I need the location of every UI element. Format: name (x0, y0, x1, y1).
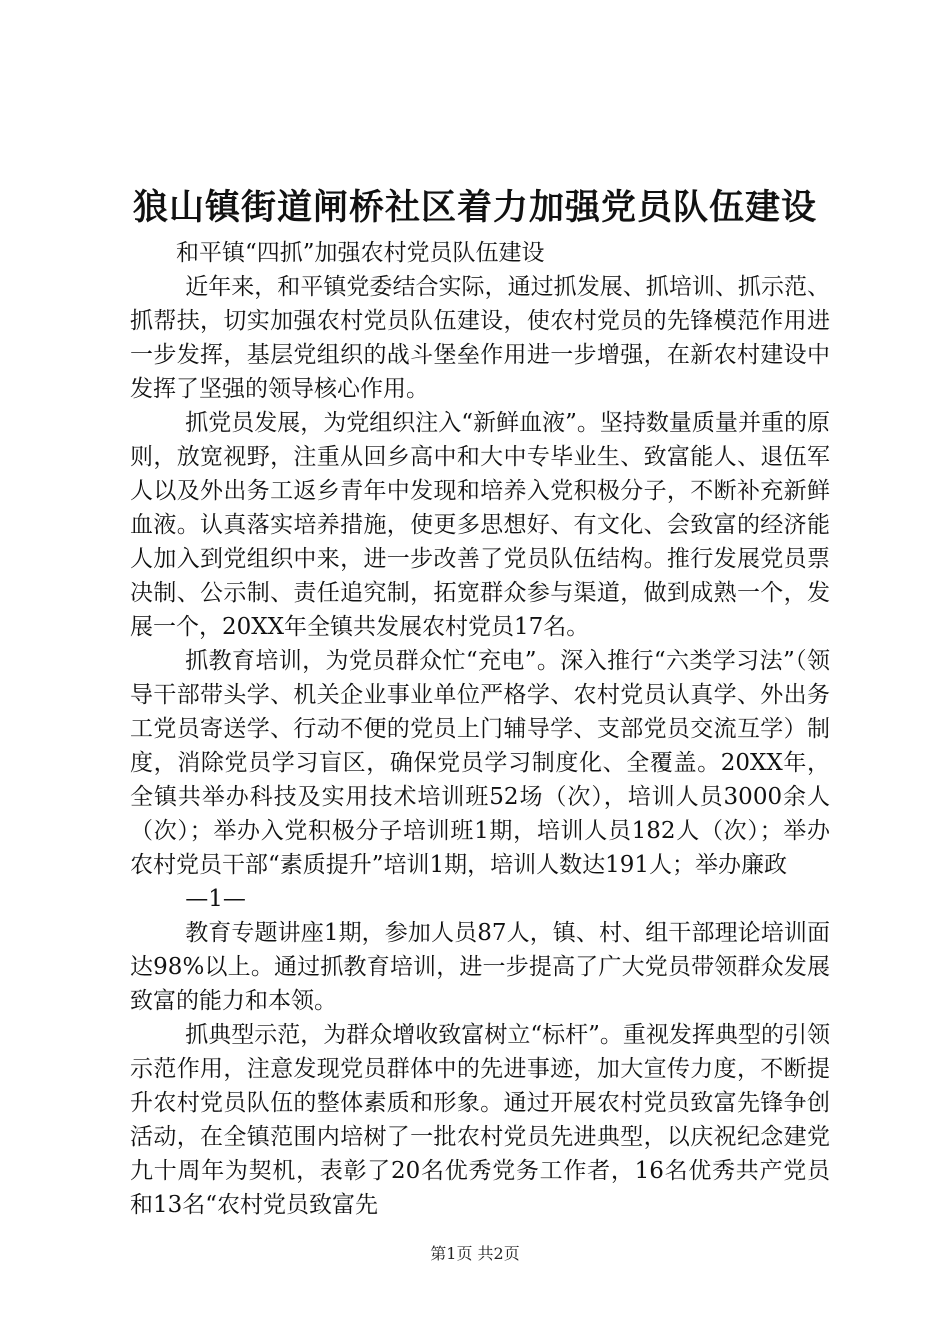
page-footer: 第1页 共2页 (430, 1244, 520, 1263)
paragraph-intro: 近年来，和平镇党委结合实际，通过抓发展、抓培训、抓示范、抓帮扶，切实加强农村党员队伍建设，使农村党员的先锋模范作用进一步发挥，基层党组织的战斗堡垒作用进一步增强，在新农村建设中发挥了坚强的领导核心作用。 (130, 274, 830, 402)
document-subtitle: 和平镇“四抓”加强农村党员队伍建设 (176, 240, 545, 266)
document-body (130, 236, 830, 1222)
paragraph-education-training: 抓教育培训，为党员群众忙“充电”。深入推行“六类学习法”（领导干部带头学、机关企业事业单位严格学、农村党员认真学、外出务工党员寄送学、行动不便的党员上门辅导学、支部党员交流互学）制度，消除党员学习盲区，确保党员学习制度化、全覆盖。20XX年，全镇共举办科技及实用技术培训班52场（次），培训人员3000余人（次）；举办入党积极分子培训班1期，培训人员182人（次）；举办农村党员干部“素质提升”培训1期，培训人数达191人；举办廉政 (130, 648, 830, 878)
paragraph-model-demonstration: 抓典型示范，为群众增收致富树立“标杆”。重视发挥典型的引领示范作用，注意发现党员群体中的先进事迹，加大宣传力度，不断提升农村党员队伍的整体素质和形象。通过开展农村党员致富先锋争创活动，在全镇范围内培树了一批农村党员先进典型，以庆祝纪念建党九十周年为契机，表彰了20名优秀党务工作者，16名优秀共产党员和13名“农村党员致富先 (130, 1022, 830, 1218)
paragraph-member-development: 抓党员发展，为党组织注入“新鲜血液”。坚持数量质量并重的原则，放宽视野，注重从回乡高中和大中专毕业生、致富能人、退伍军人以及外出务工返乡青年中发现和培养入党积极分子，不断补充新鲜血液。认真落实培养措施，使更多思想好、有文化、会致富的经济能人加入到党组织中来，进一步改善了党员队伍结构。推行发展党员票决制、公示制、责任追究制，拓宽群众参与渠道，做到成熟一个，发展一个，20XX年全镇共发展农村党员17名。 (130, 410, 830, 640)
page-number-marker: —1— (185, 886, 246, 912)
paragraph-training-continued: 教育专题讲座1期，参加人员87人，镇、村、组干部理论培训面达98%以上。通过抓教育培训，进一步提高了广大党员带领群众发展致富的能力和本领。 (130, 920, 830, 1014)
document-title: 狼山镇街道闸桥社区着力加强党员队伍建设 (132, 187, 817, 228)
